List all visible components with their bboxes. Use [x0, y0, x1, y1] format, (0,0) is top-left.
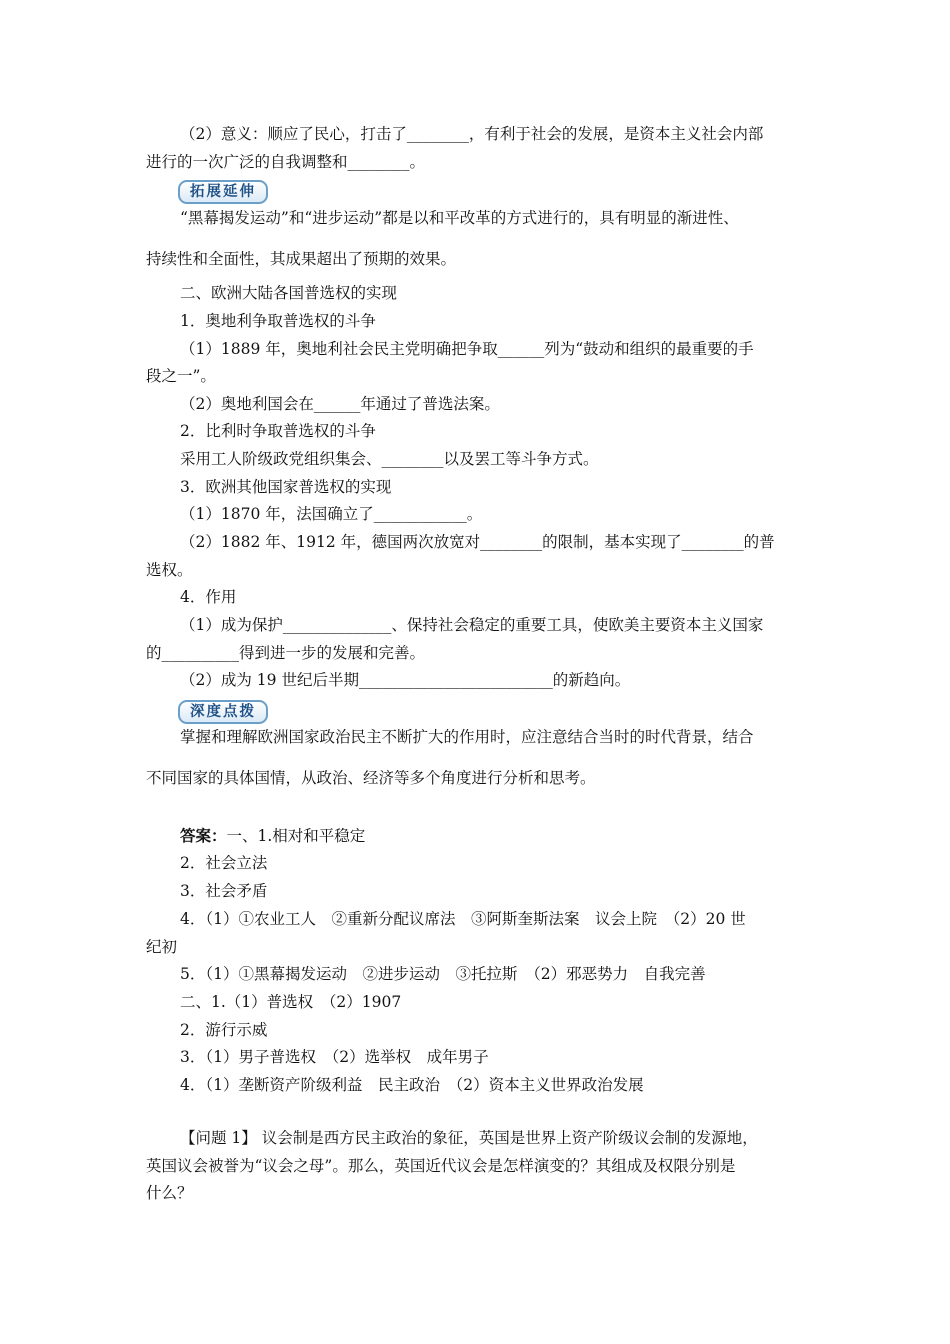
insight-badge: 深度点拨: [178, 700, 268, 724]
effect-item-1-line-2: 的__________得到进一步的发展和完善。: [146, 644, 426, 662]
austria-title: 1．奥地利争取普选权的斗争: [180, 312, 376, 330]
effect-title: 4．作用: [180, 588, 237, 606]
extension-badge: 拓展延伸: [178, 180, 268, 204]
answer-a4-line-2: 纪初: [146, 938, 178, 956]
question-line-3: 什么？: [146, 1184, 193, 1202]
others-item-1: （1）1870 年，法国确立了____________。: [180, 505, 483, 523]
answer-label: 答案：: [180, 826, 227, 845]
austria-item-1-line-1: （1）1889 年，奥地利社会民主党明确把争取______列为“鼓动和组织的最重要的手: [180, 340, 754, 358]
austria-item-2: （2）奥地利国会在______年通过了普选法案。: [180, 395, 500, 413]
effect-item-1-line-1: （1）成为保护______________、保持社会稳定的重要工具，使欧美主要资本主义国家: [180, 616, 764, 634]
answer-line-1: [180, 826, 365, 846]
answer-b4: 4．（1）垄断资产阶级利益 民主政治 （2）资本主义世界政治发展: [180, 1076, 644, 1094]
answer-a3: 3．社会矛盾: [180, 882, 268, 900]
belgium-text: 采用工人阶级政党组织集会、________以及罢工等斗争方式。: [180, 450, 599, 468]
austria-item-1-line-2: 段之一”。: [146, 367, 216, 385]
answer-a1: 一、1.相对和平稳定: [226, 827, 366, 845]
others-title: 3．欧洲其他国家普选权的实现: [180, 478, 392, 496]
section2-heading: 二、欧洲大陆各国普选权的实现: [180, 284, 398, 302]
others-item-2-line-1: （2）1882 年、1912 年，德国两次放宽对________的限制，基本实现了________的普: [180, 533, 775, 551]
extension-line-1: “黑幕揭发运动”和“进步运动”都是以和平改革的方式进行的，具有明显的渐进性、: [180, 209, 739, 227]
significance-line-2: 进行的一次广泛的自我调整和________。: [146, 153, 426, 171]
extension-line-2: 持续性和全面性，其成果超出了预期的效果。: [146, 250, 457, 268]
question-line-2: 英国议会被誉为“议会之母”。那么，英国近代议会是怎样演变的？其组成及权限分别是: [146, 1157, 736, 1175]
answer-b3: 3．（1）男子普选权 （2）选举权 成年男子: [180, 1048, 489, 1066]
effect-item-2: （2）成为 19 世纪后半期_________________________的新趋向。: [180, 671, 631, 689]
answer-b1: 二、1.（1）普选权 （2）1907: [180, 993, 402, 1011]
answer-b2: 2．游行示威: [180, 1021, 268, 1039]
insight-line-2: 不同国家的具体国情，从政治、经济等多个角度进行分析和思考。: [146, 769, 596, 787]
answer-a5: 5．（1）①黑幕揭发运动 ②进步运动 ③托拉斯 （2）邪恶势力 自我完善: [180, 965, 706, 983]
answer-a2: 2．社会立法: [180, 854, 268, 872]
belgium-title: 2．比利时争取普选权的斗争: [180, 422, 376, 440]
answer-a4-line-1: 4．（1）①农业工人 ②重新分配议席法 ③阿斯奎斯法案 议会上院 （2）20 世: [180, 910, 746, 928]
question-line-1: 【问题 1】 议会制是西方民主政治的象征，英国是世界上资产阶级议会制的发源地，: [180, 1129, 758, 1147]
significance-line-1: （2）意义：顺应了民心，打击了________，有利于社会的发展，是资本主义社会内部: [180, 125, 764, 143]
insight-line-1: 掌握和理解欧洲国家政治民主不断扩大的作用时，应注意结合当时的时代背景，结合: [180, 728, 754, 746]
others-item-2-line-2: 选权。: [146, 561, 193, 579]
